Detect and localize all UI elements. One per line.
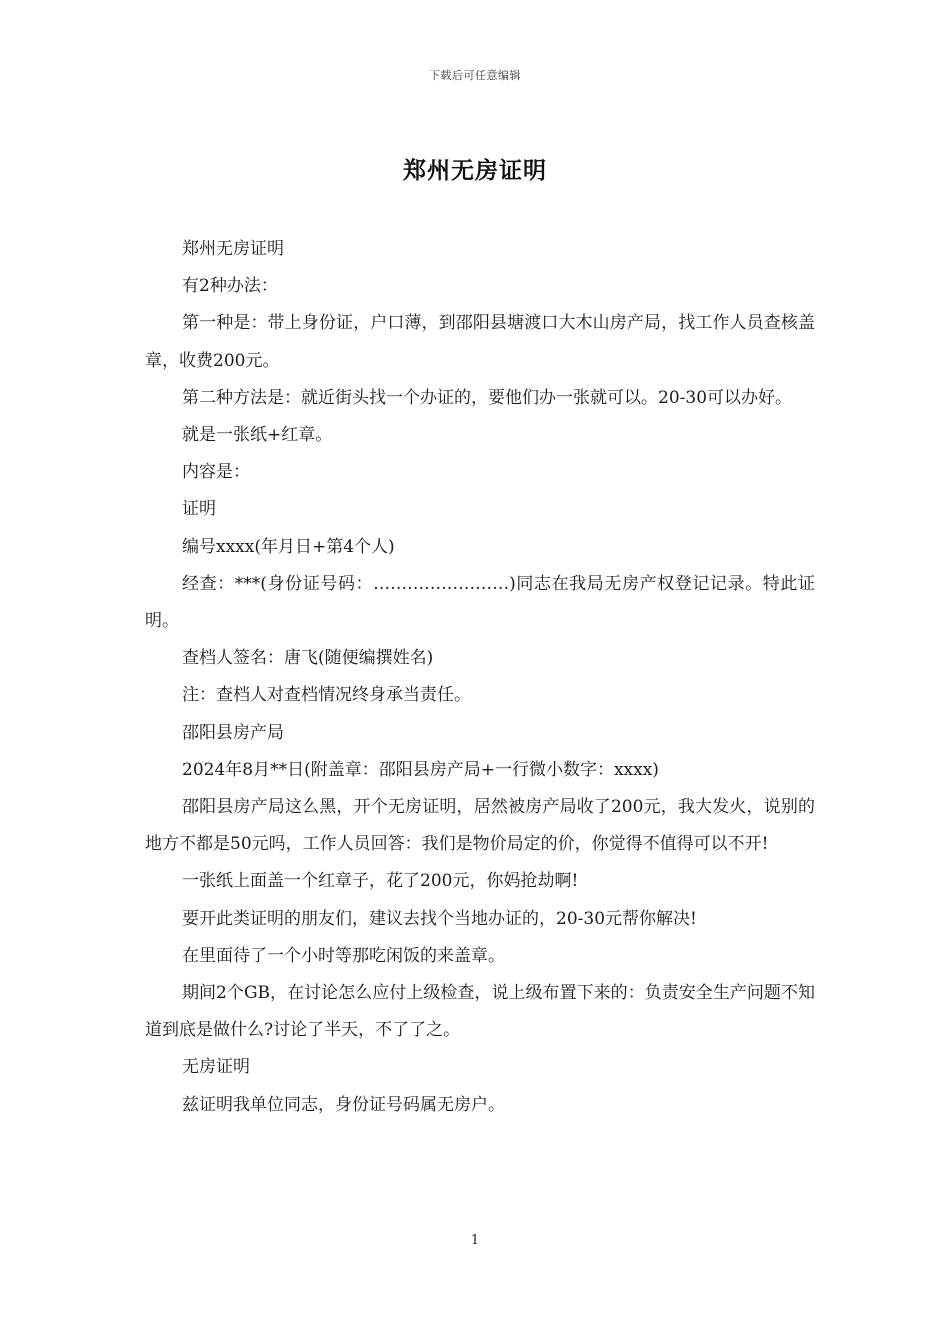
body-paragraph: 查档人签名：唐飞(随便编撰姓名)	[182, 648, 434, 669]
body-paragraph: 就是一张纸+红章。	[182, 425, 333, 446]
body-paragraph: 第二种方法是：就近街头找一个办证的，要他们办一张就可以。20-30可以办好。	[182, 387, 793, 408]
page-header-note: 下载后可任意编辑	[429, 69, 521, 82]
body-paragraph: 邵阳县房产局	[182, 722, 284, 743]
body-paragraph: 期间2个GB，在讨论怎么应付上级检查，说上级布置下来的：负责安全生产问题不知道到底是做什么?讨论了半天，不了了之。	[145, 983, 815, 1041]
body-paragraph: 一张纸上面盖一个红章子，花了200元，你妈抢劫啊!	[182, 871, 579, 892]
body-paragraph: 经查：***(身份证号码：……………………)同志在我局无房产权登记记录。特此证明。	[145, 573, 815, 632]
document-title: 郑州无房证明	[403, 158, 547, 184]
body-paragraph: 内容是：	[182, 462, 250, 483]
body-paragraph: 邵阳县房产局这么黑，开个无房证明，居然被房产局收了200元，我大发火，说别的地方不都是50元吗，工作人员回答：我们是物价局定的价，你觉得不值得可以不开!	[145, 797, 815, 855]
body-paragraph: 在里面待了一个小时等那吃闲饭的来盖章。	[182, 945, 505, 966]
body-paragraph: 第一种是：带上身份证，户口薄，到邵阳县塘渡口大木山房产局，找工作人员查核盖章，收费200元。	[145, 313, 815, 371]
body-paragraph: 2024年8月**日(附盖章：邵阳县房产局+一行微小数字：xxxx)	[182, 759, 659, 780]
body-paragraph: 无房证明	[182, 1057, 250, 1078]
body-paragraph: 兹证明我单位同志，身份证号码属无房户。	[182, 1094, 505, 1115]
body-paragraph: 要开此类证明的朋友们，建议去找个当地办证的，20-30元帮你解决!	[182, 908, 697, 929]
body-paragraph: 注：查档人对查档情况终身承当责任。	[182, 685, 471, 706]
page-number: 1	[470, 1233, 480, 1248]
body-paragraph: 证明	[182, 499, 216, 520]
body-paragraph: 有2种办法：	[182, 276, 278, 297]
body-paragraph: 编号xxxx(年月日+第4个人)	[182, 536, 395, 557]
document-body	[145, 231, 815, 1124]
body-paragraph: 郑州无房证明	[182, 239, 284, 259]
